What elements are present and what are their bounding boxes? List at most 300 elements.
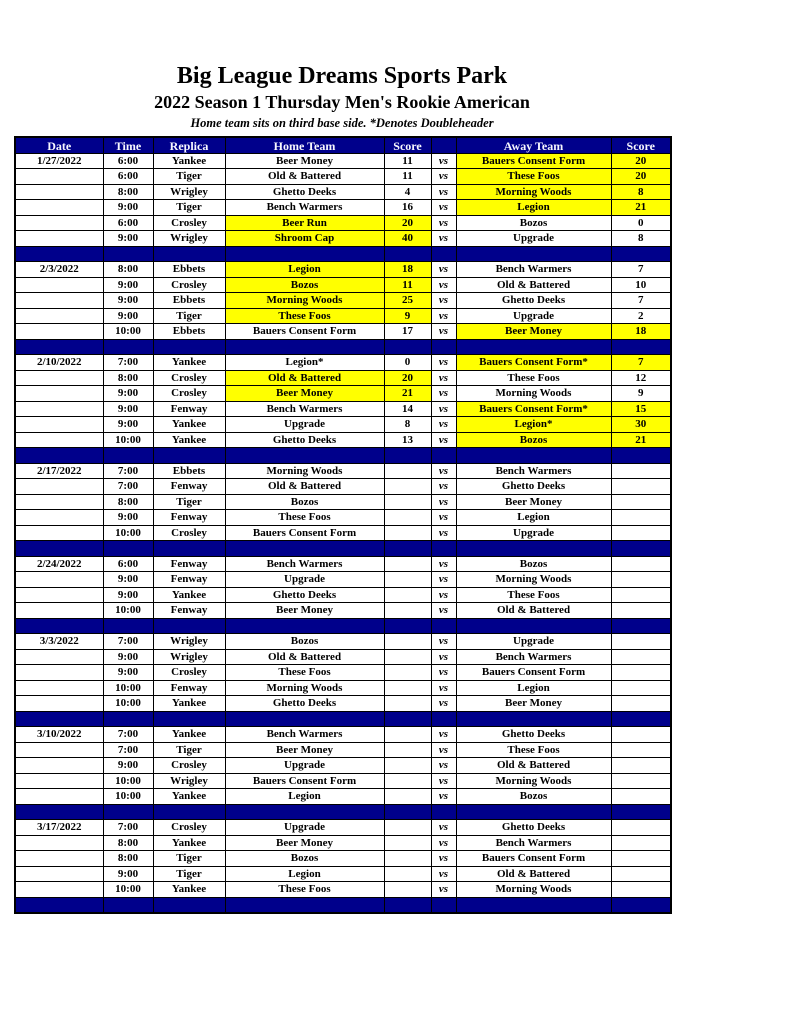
- time-cell: 10:00: [103, 773, 153, 789]
- away-team-cell: Morning Woods: [456, 773, 611, 789]
- game-row: [15, 355, 671, 371]
- away-team-cell: These Foos: [456, 370, 611, 386]
- away-score-cell: 20: [611, 153, 671, 169]
- separator-cell: [225, 618, 384, 634]
- away-team-cell: Bench Warmers: [456, 262, 611, 278]
- date-cell: [15, 231, 103, 247]
- date-cell: [15, 603, 103, 619]
- date-cell: 2/10/2022: [15, 355, 103, 371]
- separator-cell: [384, 897, 431, 913]
- away-score-cell: [611, 680, 671, 696]
- date-cell: [15, 277, 103, 293]
- separator-cell: [103, 246, 153, 262]
- time-cell: 10:00: [103, 603, 153, 619]
- separator-cell: [431, 711, 456, 727]
- separator-cell: [15, 339, 103, 355]
- time-cell: 9:00: [103, 758, 153, 774]
- vs-cell: vs: [431, 649, 456, 665]
- away-team-cell: Ghetto Deeks: [456, 820, 611, 836]
- time-cell: 10:00: [103, 525, 153, 541]
- away-score-cell: [611, 463, 671, 479]
- home-team-cell: Old & Battered: [225, 370, 384, 386]
- home-score-cell: 8: [384, 417, 431, 433]
- vs-cell: vs: [431, 479, 456, 495]
- time-cell: 9:00: [103, 649, 153, 665]
- away-team-cell: Bauers Consent Form*: [456, 401, 611, 417]
- vs-cell: vs: [431, 556, 456, 572]
- date-cell: [15, 835, 103, 851]
- vs-cell: vs: [431, 680, 456, 696]
- away-team-cell: Bauers Consent Form*: [456, 355, 611, 371]
- replica-cell: Tiger: [153, 308, 225, 324]
- game-row: [15, 603, 671, 619]
- home-team-cell: Beer Run: [225, 215, 384, 231]
- game-row: [15, 882, 671, 898]
- home-score-cell: [384, 494, 431, 510]
- date-cell: [15, 401, 103, 417]
- replica-cell: Crosley: [153, 758, 225, 774]
- replica-cell: Ebbets: [153, 293, 225, 309]
- replica-cell: Tiger: [153, 169, 225, 185]
- home-score-cell: 17: [384, 324, 431, 340]
- time-cell: 6:00: [103, 169, 153, 185]
- away-team-cell: These Foos: [456, 742, 611, 758]
- time-cell: 8:00: [103, 494, 153, 510]
- time-cell: 9:00: [103, 665, 153, 681]
- separator-cell: [456, 618, 611, 634]
- replica-cell: Yankee: [153, 696, 225, 712]
- away-team-cell: Bauers Consent Form: [456, 851, 611, 867]
- away-team-cell: Bench Warmers: [456, 835, 611, 851]
- home-team-cell: Ghetto Deeks: [225, 432, 384, 448]
- home-score-cell: [384, 680, 431, 696]
- vs-cell: vs: [431, 587, 456, 603]
- away-score-cell: 30: [611, 417, 671, 433]
- home-team-cell: Bozos: [225, 634, 384, 650]
- away-team-cell: Old & Battered: [456, 603, 611, 619]
- vs-cell: vs: [431, 773, 456, 789]
- game-row: [15, 370, 671, 386]
- away-team-cell: Beer Money: [456, 324, 611, 340]
- game-row: [15, 634, 671, 650]
- separator-cell: [611, 711, 671, 727]
- replica-cell: Crosley: [153, 820, 225, 836]
- time-cell: 7:00: [103, 820, 153, 836]
- game-row: [15, 432, 671, 448]
- separator-cell: [611, 448, 671, 464]
- date-cell: 3/3/2022: [15, 634, 103, 650]
- away-score-cell: [611, 665, 671, 681]
- game-row: [15, 680, 671, 696]
- home-score-cell: [384, 634, 431, 650]
- home-team-cell: Shroom Cap: [225, 231, 384, 247]
- away-team-cell: These Foos: [456, 169, 611, 185]
- game-row: [15, 649, 671, 665]
- home-score-cell: 13: [384, 432, 431, 448]
- time-cell: 6:00: [103, 215, 153, 231]
- vs-cell: vs: [431, 572, 456, 588]
- separator-cell: [15, 711, 103, 727]
- time-cell: 10:00: [103, 680, 153, 696]
- replica-cell: Yankee: [153, 432, 225, 448]
- date-cell: [15, 742, 103, 758]
- replica-cell: Wrigley: [153, 634, 225, 650]
- time-cell: 9:00: [103, 866, 153, 882]
- home-team-cell: Legion*: [225, 355, 384, 371]
- away-score-cell: [611, 727, 671, 743]
- separator-cell: [431, 804, 456, 820]
- time-cell: 9:00: [103, 200, 153, 216]
- replica-cell: Tiger: [153, 494, 225, 510]
- separator-cell: [153, 246, 225, 262]
- separator-cell: [103, 711, 153, 727]
- home-score-cell: [384, 727, 431, 743]
- separator-cell: [456, 711, 611, 727]
- date-cell: [15, 417, 103, 433]
- vs-cell: vs: [431, 432, 456, 448]
- title-block: [14, 0, 670, 131]
- content-wrap: [14, 0, 670, 914]
- time-cell: 9:00: [103, 386, 153, 402]
- game-row: [15, 169, 671, 185]
- date-cell: [15, 851, 103, 867]
- replica-cell: Tiger: [153, 866, 225, 882]
- away-team-cell: Bozos: [456, 432, 611, 448]
- replica-cell: Fenway: [153, 572, 225, 588]
- home-score-cell: [384, 773, 431, 789]
- vs-cell: vs: [431, 184, 456, 200]
- separator-cell: [225, 711, 384, 727]
- away-team-cell: Old & Battered: [456, 277, 611, 293]
- away-team-cell: Morning Woods: [456, 184, 611, 200]
- time-cell: 9:00: [103, 231, 153, 247]
- vs-cell: vs: [431, 308, 456, 324]
- col-header-vs: [431, 137, 456, 153]
- separator-cell: [611, 246, 671, 262]
- replica-cell: Yankee: [153, 789, 225, 805]
- away-team-cell: Bozos: [456, 556, 611, 572]
- home-score-cell: 25: [384, 293, 431, 309]
- vs-cell: vs: [431, 169, 456, 185]
- home-team-cell: Ghetto Deeks: [225, 184, 384, 200]
- away-score-cell: [611, 572, 671, 588]
- home-score-cell: 11: [384, 153, 431, 169]
- home-score-cell: [384, 510, 431, 526]
- separator-cell: [384, 339, 431, 355]
- vs-cell: vs: [431, 277, 456, 293]
- away-team-cell: Morning Woods: [456, 386, 611, 402]
- vs-cell: vs: [431, 742, 456, 758]
- separator-cell: [431, 897, 456, 913]
- home-score-cell: 14: [384, 401, 431, 417]
- home-team-cell: These Foos: [225, 510, 384, 526]
- home-score-cell: [384, 603, 431, 619]
- time-cell: 7:00: [103, 355, 153, 371]
- home-team-cell: Upgrade: [225, 758, 384, 774]
- home-score-cell: 11: [384, 169, 431, 185]
- time-cell: 8:00: [103, 184, 153, 200]
- home-team-cell: Bench Warmers: [225, 401, 384, 417]
- home-score-cell: 4: [384, 184, 431, 200]
- separator-cell: [384, 246, 431, 262]
- separator-cell: [225, 339, 384, 355]
- away-team-cell: Ghetto Deeks: [456, 727, 611, 743]
- date-cell: [15, 665, 103, 681]
- date-cell: [15, 510, 103, 526]
- date-cell: [15, 293, 103, 309]
- vs-cell: vs: [431, 758, 456, 774]
- away-team-cell: Beer Money: [456, 696, 611, 712]
- replica-cell: Yankee: [153, 153, 225, 169]
- separator-cell: [15, 618, 103, 634]
- col-header-away-score: Score: [611, 137, 671, 153]
- separator-row: [15, 339, 671, 355]
- separator-cell: [384, 541, 431, 557]
- game-row: [15, 494, 671, 510]
- home-score-cell: [384, 463, 431, 479]
- home-team-cell: Bench Warmers: [225, 727, 384, 743]
- away-team-cell: Bauers Consent Form: [456, 665, 611, 681]
- home-team-cell: Ghetto Deeks: [225, 587, 384, 603]
- date-cell: [15, 169, 103, 185]
- separator-cell: [225, 897, 384, 913]
- game-row: [15, 262, 671, 278]
- home-team-cell: Upgrade: [225, 572, 384, 588]
- away-team-cell: Legion: [456, 200, 611, 216]
- away-score-cell: [611, 882, 671, 898]
- home-team-cell: Beer Money: [225, 603, 384, 619]
- col-header-away-team: Away Team: [456, 137, 611, 153]
- date-cell: [15, 882, 103, 898]
- replica-cell: Ebbets: [153, 262, 225, 278]
- vs-cell: vs: [431, 866, 456, 882]
- away-team-cell: Old & Battered: [456, 866, 611, 882]
- separator-cell: [456, 804, 611, 820]
- game-row: [15, 572, 671, 588]
- time-cell: 8:00: [103, 851, 153, 867]
- vs-cell: vs: [431, 820, 456, 836]
- vs-cell: vs: [431, 262, 456, 278]
- game-row: [15, 417, 671, 433]
- away-score-cell: 2: [611, 308, 671, 324]
- vs-cell: vs: [431, 215, 456, 231]
- col-header-date: Date: [15, 137, 103, 153]
- replica-cell: Ebbets: [153, 463, 225, 479]
- replica-cell: Fenway: [153, 401, 225, 417]
- game-row: [15, 820, 671, 836]
- separator-row: [15, 618, 671, 634]
- separator-cell: [611, 339, 671, 355]
- replica-cell: Tiger: [153, 200, 225, 216]
- home-team-cell: Bozos: [225, 851, 384, 867]
- replica-cell: Yankee: [153, 417, 225, 433]
- separator-cell: [103, 897, 153, 913]
- home-team-cell: Legion: [225, 866, 384, 882]
- replica-cell: Wrigley: [153, 184, 225, 200]
- away-score-cell: [611, 835, 671, 851]
- game-row: [15, 277, 671, 293]
- date-cell: 1/27/2022: [15, 153, 103, 169]
- date-cell: 3/10/2022: [15, 727, 103, 743]
- vs-cell: vs: [431, 835, 456, 851]
- home-team-cell: Beer Money: [225, 742, 384, 758]
- home-score-cell: [384, 882, 431, 898]
- vs-cell: vs: [431, 401, 456, 417]
- date-cell: [15, 696, 103, 712]
- replica-cell: Yankee: [153, 587, 225, 603]
- replica-cell: Crosley: [153, 386, 225, 402]
- game-row: [15, 386, 671, 402]
- date-cell: [15, 370, 103, 386]
- separator-cell: [103, 804, 153, 820]
- time-cell: 6:00: [103, 153, 153, 169]
- away-score-cell: [611, 556, 671, 572]
- separator-cell: [611, 541, 671, 557]
- separator-cell: [15, 897, 103, 913]
- date-cell: [15, 525, 103, 541]
- time-cell: 10:00: [103, 696, 153, 712]
- vs-cell: vs: [431, 510, 456, 526]
- replica-cell: Yankee: [153, 835, 225, 851]
- vs-cell: vs: [431, 789, 456, 805]
- home-score-cell: [384, 479, 431, 495]
- away-score-cell: [611, 494, 671, 510]
- vs-cell: vs: [431, 386, 456, 402]
- home-score-cell: [384, 835, 431, 851]
- away-team-cell: Ghetto Deeks: [456, 479, 611, 495]
- home-score-cell: [384, 789, 431, 805]
- date-cell: [15, 758, 103, 774]
- game-row: [15, 231, 671, 247]
- replica-cell: Yankee: [153, 355, 225, 371]
- away-team-cell: Morning Woods: [456, 882, 611, 898]
- date-cell: [15, 200, 103, 216]
- home-team-cell: Beer Money: [225, 386, 384, 402]
- schedule-table: [14, 136, 672, 914]
- away-score-cell: [611, 525, 671, 541]
- replica-cell: Yankee: [153, 882, 225, 898]
- time-cell: 6:00: [103, 556, 153, 572]
- away-score-cell: 20: [611, 169, 671, 185]
- replica-cell: Tiger: [153, 742, 225, 758]
- replica-cell: Wrigley: [153, 649, 225, 665]
- home-team-cell: Bauers Consent Form: [225, 324, 384, 340]
- home-team-cell: Morning Woods: [225, 680, 384, 696]
- away-score-cell: 0: [611, 215, 671, 231]
- away-score-cell: 21: [611, 432, 671, 448]
- time-cell: 7:00: [103, 742, 153, 758]
- away-team-cell: Ghetto Deeks: [456, 293, 611, 309]
- separator-cell: [153, 618, 225, 634]
- separator-cell: [225, 246, 384, 262]
- replica-cell: Crosley: [153, 525, 225, 541]
- separator-row: [15, 804, 671, 820]
- replica-cell: Crosley: [153, 370, 225, 386]
- away-score-cell: [611, 820, 671, 836]
- game-row: [15, 773, 671, 789]
- game-row: [15, 665, 671, 681]
- date-cell: [15, 215, 103, 231]
- game-row: [15, 758, 671, 774]
- replica-cell: Fenway: [153, 510, 225, 526]
- separator-cell: [384, 448, 431, 464]
- vs-cell: vs: [431, 494, 456, 510]
- vs-cell: vs: [431, 355, 456, 371]
- game-row: [15, 835, 671, 851]
- time-cell: 8:00: [103, 370, 153, 386]
- away-score-cell: [611, 742, 671, 758]
- separator-cell: [15, 804, 103, 820]
- separator-row: [15, 711, 671, 727]
- vs-cell: vs: [431, 293, 456, 309]
- away-score-cell: 9: [611, 386, 671, 402]
- time-cell: 8:00: [103, 262, 153, 278]
- vs-cell: vs: [431, 370, 456, 386]
- date-cell: [15, 587, 103, 603]
- replica-cell: Tiger: [153, 851, 225, 867]
- date-cell: 2/24/2022: [15, 556, 103, 572]
- home-score-cell: [384, 851, 431, 867]
- home-team-cell: Bench Warmers: [225, 556, 384, 572]
- date-cell: 2/17/2022: [15, 463, 103, 479]
- away-score-cell: 7: [611, 293, 671, 309]
- away-score-cell: 18: [611, 324, 671, 340]
- separator-cell: [431, 339, 456, 355]
- away-team-cell: Bench Warmers: [456, 463, 611, 479]
- away-team-cell: Bozos: [456, 215, 611, 231]
- col-header-time: Time: [103, 137, 153, 153]
- separator-row: [15, 448, 671, 464]
- home-team-cell: Morning Woods: [225, 463, 384, 479]
- vs-cell: vs: [431, 417, 456, 433]
- game-row: [15, 525, 671, 541]
- away-score-cell: [611, 758, 671, 774]
- vs-cell: vs: [431, 634, 456, 650]
- home-score-cell: [384, 665, 431, 681]
- separator-cell: [103, 618, 153, 634]
- home-score-cell: 40: [384, 231, 431, 247]
- away-team-cell: Upgrade: [456, 525, 611, 541]
- replica-cell: Crosley: [153, 665, 225, 681]
- separator-cell: [103, 339, 153, 355]
- page-subtitle: 2022 Season 1 Thursday Men's Rookie American: [154, 91, 530, 112]
- game-row: [15, 200, 671, 216]
- home-score-cell: 16: [384, 200, 431, 216]
- vs-cell: vs: [431, 525, 456, 541]
- separator-cell: [431, 246, 456, 262]
- home-team-cell: Bauers Consent Form: [225, 525, 384, 541]
- time-cell: 9:00: [103, 401, 153, 417]
- col-header-home-team: Home Team: [225, 137, 384, 153]
- game-row: [15, 184, 671, 200]
- away-score-cell: [611, 649, 671, 665]
- home-score-cell: 21: [384, 386, 431, 402]
- away-score-cell: 15: [611, 401, 671, 417]
- time-cell: 7:00: [103, 634, 153, 650]
- time-cell: 9:00: [103, 587, 153, 603]
- home-team-cell: Legion: [225, 789, 384, 805]
- separator-cell: [456, 541, 611, 557]
- away-score-cell: 8: [611, 184, 671, 200]
- separator-cell: [153, 711, 225, 727]
- away-score-cell: [611, 851, 671, 867]
- separator-cell: [456, 246, 611, 262]
- away-team-cell: Legion: [456, 680, 611, 696]
- replica-cell: Wrigley: [153, 773, 225, 789]
- time-cell: 9:00: [103, 510, 153, 526]
- replica-cell: Fenway: [153, 479, 225, 495]
- game-row: [15, 308, 671, 324]
